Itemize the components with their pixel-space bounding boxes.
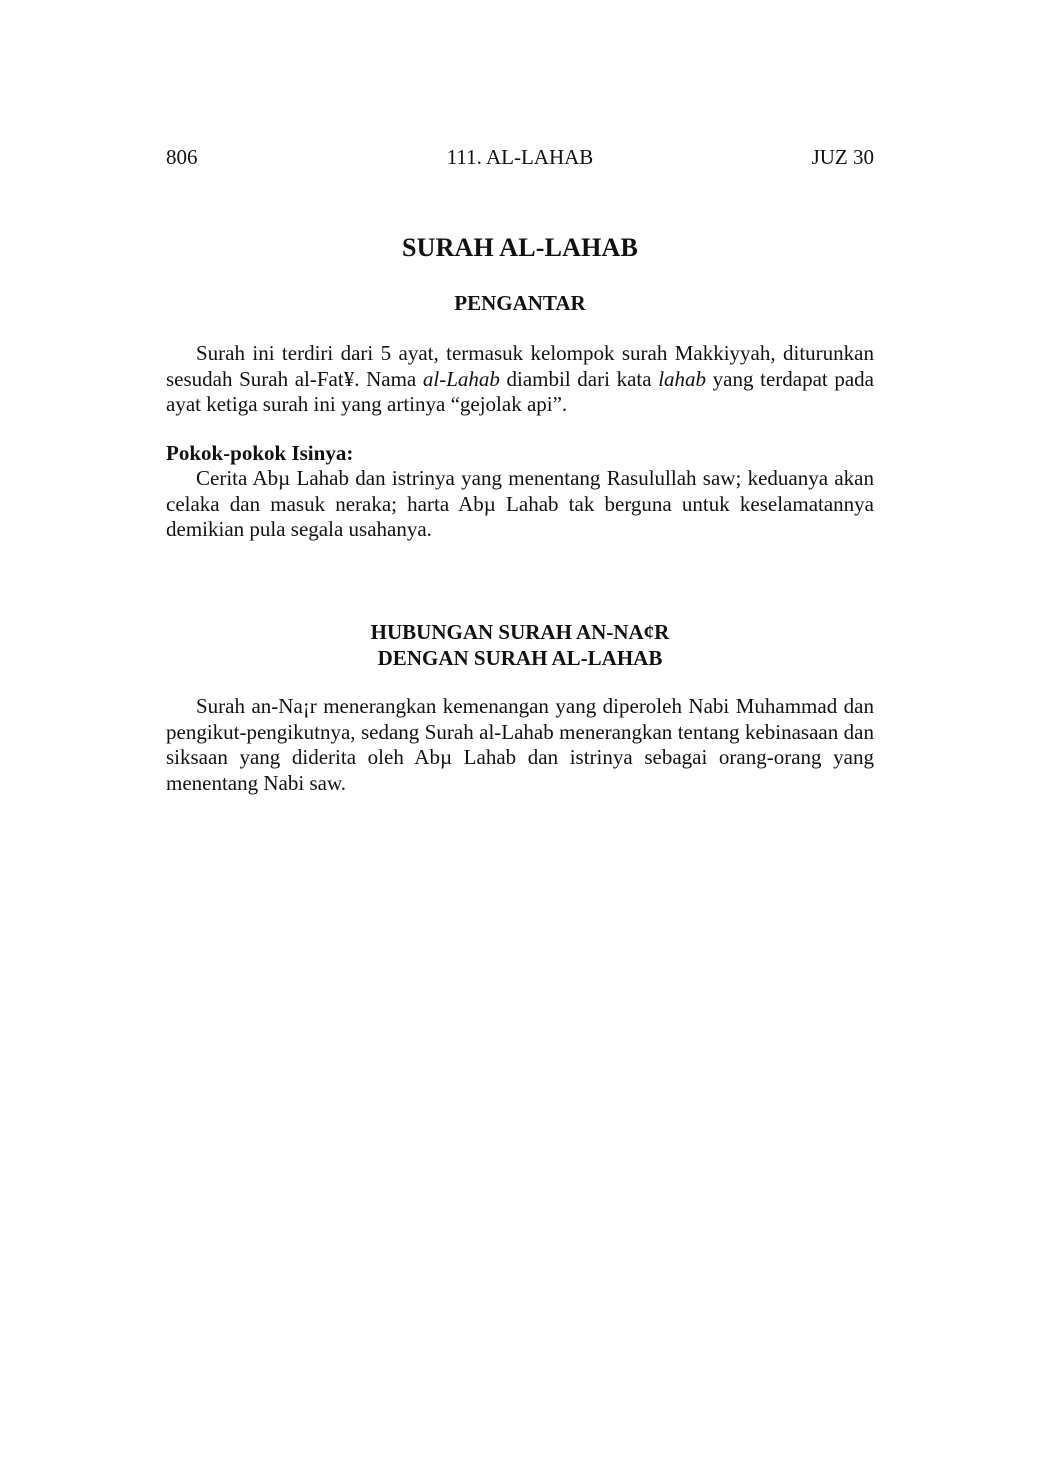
pengantar-text-2: diambil dari kata <box>499 366 659 391</box>
hubungan-paragraph <box>166 694 874 796</box>
pengantar-heading: PENGANTAR <box>454 291 586 315</box>
hubungan-heading <box>166 619 874 671</box>
page-number: 806 <box>166 145 198 169</box>
chapter-title: 111. AL-LAHAB <box>446 145 594 169</box>
pengantar-paragraph <box>166 341 874 418</box>
hubungan-text: Surah an-Na¡r menerangkan kemenangan yang diperoleh Nabi Muhammad dan pengikut-pengikutnya, sedang Surah al-Lahab menerangkan tentang kebinasaan dan siksaan yang diderita oleh Abµ Lahab dan istrinya sebagai orang-orang yang menentang Nabi saw. <box>166 694 874 795</box>
hubungan-heading-line-1: HUBUNGAN SURAH AN-NA¢R <box>370 620 670 644</box>
pokok-heading: Pokok-pokok Isinya: <box>166 441 354 465</box>
pokok-text: Cerita Abµ Lahab dan istrinya yang menentang Rasulullah saw; keduanya akan celaka dan masuk neraka; harta Abµ Lahab tak berguna untuk keselamatannya demikian pula segala usahanya. <box>166 466 874 541</box>
juz-label: JUZ 30 <box>811 145 874 169</box>
pokok-paragraph <box>166 466 874 543</box>
hubungan-heading-line-2: DENGAN SURAH AL-LAHAB <box>377 646 663 670</box>
pengantar-italic-2: lahab <box>658 366 707 391</box>
running-header <box>166 145 874 173</box>
pengantar-text-1: Surah ini terdiri dari 5 ayat, termasuk kelompok surah Makkiyyah, diturunkan sesudah Surah al-Fat¥. Nama <box>166 341 874 391</box>
pengantar-text-3: yang terdapat pada ayat ketiga surah ini yang artinya “gejolak api”. <box>166 366 874 416</box>
pengantar-italic-1: al-Lahab <box>422 366 500 391</box>
surah-title: SURAH AL-LAHAB <box>401 233 639 262</box>
